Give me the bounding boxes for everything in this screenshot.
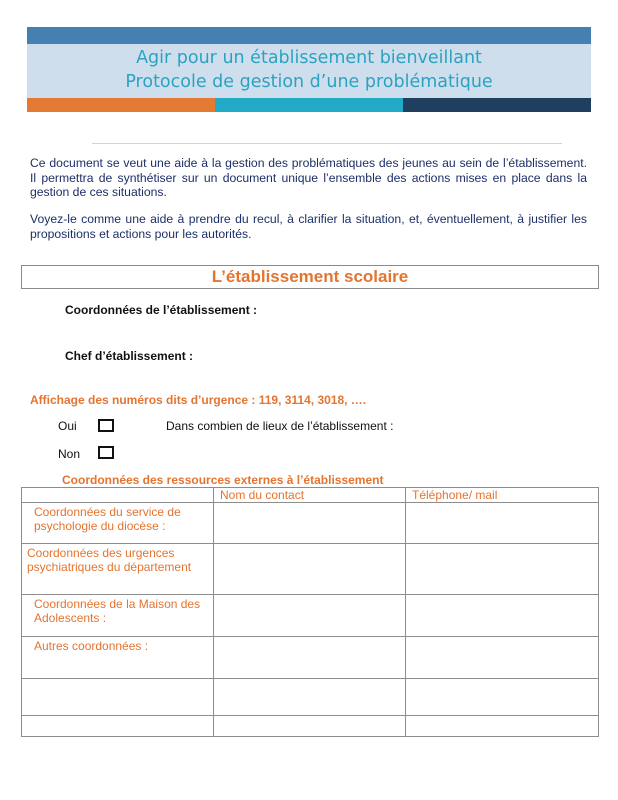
row-label-cell: Coordonnées des urgences psychiatriques du département (22, 544, 214, 595)
row-label-cell[interactable] (22, 679, 214, 716)
contact-cell[interactable] (214, 595, 406, 637)
banner-stripe-orange (27, 98, 215, 112)
phone-mail-cell[interactable] (406, 679, 599, 716)
affichage-label: Affichage des numéros dits d’urgence : 119, 3114, 3018, …. (30, 393, 367, 407)
phone-mail-cell[interactable] (406, 544, 599, 595)
chef-label: Chef d’établissement : (65, 349, 194, 363)
banner-title-line1: Agir pour un établissement bienveillant (136, 48, 482, 68)
table-row (22, 637, 599, 679)
coordonnees-label: Coordonnées de l’établissement : (65, 303, 258, 317)
phone-mail-cell[interactable] (406, 595, 599, 637)
divider (92, 143, 562, 144)
banner-stripe-cyan (215, 98, 403, 112)
table-row (22, 544, 599, 595)
contact-cell[interactable] (214, 637, 406, 679)
table-row (22, 679, 599, 716)
resources-title: Coordonnées des ressources externes à l’établissement (62, 473, 384, 487)
banner-title (27, 46, 591, 94)
phone-mail-cell[interactable] (406, 716, 599, 737)
banner-stripe-navy (403, 98, 591, 112)
section-title-box (21, 265, 599, 289)
contact-cell[interactable] (214, 716, 406, 737)
non-checkbox[interactable] (98, 446, 114, 459)
resources-table (21, 487, 599, 737)
phone-mail-cell[interactable] (406, 503, 599, 544)
row-label-cell: Autres coordonnées : (22, 637, 214, 679)
row-label-cell: Coordonnées du service de psychologie du diocèse : (22, 503, 214, 544)
contact-cell[interactable] (214, 503, 406, 544)
contact-cell[interactable] (214, 679, 406, 716)
banner-title-line2: Protocole de gestion d’une problématique (125, 72, 493, 92)
table-row (22, 595, 599, 637)
lieux-label: Dans combien de lieux de l’établissement : (166, 419, 394, 433)
header-cell-label (22, 488, 214, 503)
row-label-cell[interactable] (22, 716, 214, 737)
non-label: Non (58, 447, 81, 461)
banner-top-band (27, 27, 591, 44)
table-row (22, 716, 599, 737)
table-row (22, 503, 599, 544)
table-header-row (22, 488, 599, 503)
section-title: L’établissement scolaire (211, 267, 409, 286)
header-cell-phone-mail: Téléphone/ mail (406, 488, 599, 503)
contact-cell[interactable] (214, 544, 406, 595)
oui-checkbox[interactable] (98, 419, 114, 432)
oui-label: Oui (58, 419, 77, 433)
header-banner (27, 27, 591, 112)
intro-paragraph-2: Voyez-le comme une aide à prendre du recul, à clarifier la situation, et, éventuellement, à justifier les propositions et actions pour les autorités. (30, 212, 587, 241)
row-label-cell: Coordonnées de la Maison des Adolescents : (22, 595, 214, 637)
intro-paragraph-1: Ce document se veut une aide à la gestion des problématiques des jeunes au sein de l’établissement. Il permettra de synthétiser sur un document unique l’ensemble des actions mises en place dans la gestion de ces situations. (30, 156, 587, 199)
phone-mail-cell[interactable] (406, 637, 599, 679)
header-cell-contact: Nom du contact (214, 488, 406, 503)
